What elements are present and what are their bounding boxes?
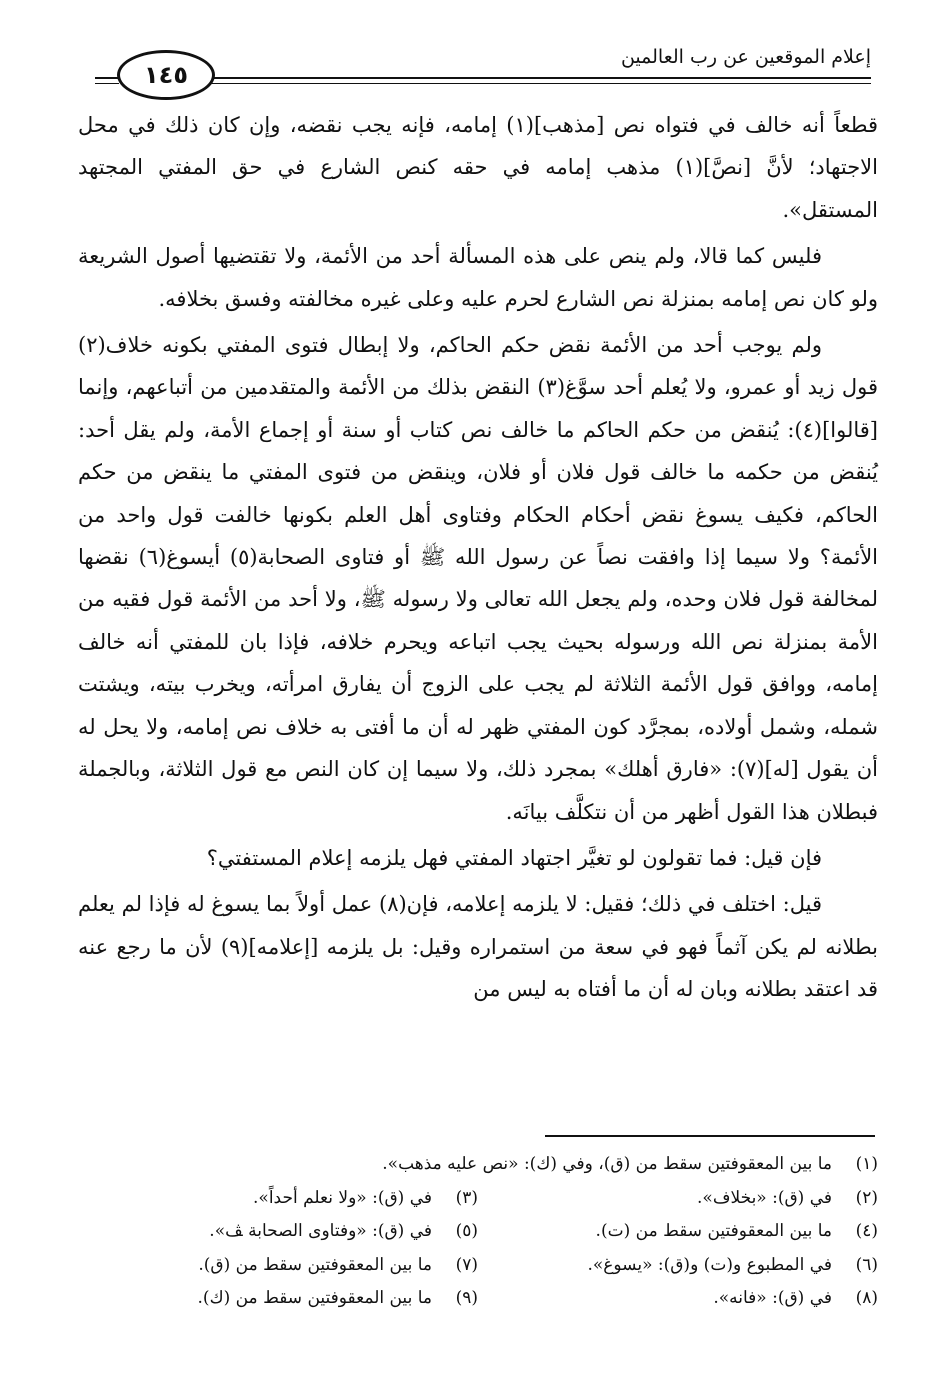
paragraph-4: فإن قيل: فما تقولون لو تغيَّر اجتهاد المفتي فهل يلزمه إعلام المستفتي؟: [206, 845, 822, 870]
paragraph-2: فليس كما قالا، ولم ينص على هذه المسألة أحد من الأئمة، ولا تقتضيها أصول الشريعة ولو كان نص إمامه بمنزلة نص الشارع لحرم عليه وعلى غيره مخالفته وفسق بخلافه.: [78, 244, 878, 311]
paragraph-5: قيل: اختلف في ذلك؛ فقيل: لا يلزمه إعلامه، فإن(٨) عمل أولاً بما يسوغ له فإذا لم يعلم بطلانه لم يكن آثماً فهو في سعة من استمراره وقيل: بل يلزمه [إعلامه](٩) لأن ما رجع عنه قد اعتقد بطلانه وبان له أن ما أفتاه به ليس من: [78, 892, 878, 1002]
footnote-7: [78, 1249, 478, 1283]
footnote-text: في المطبوع و(ت) و(ق): «يسوغ».: [587, 1254, 832, 1275]
footnote-3: [78, 1182, 478, 1216]
footnote-number: (٥): [455, 1221, 478, 1241]
main-text: [78, 104, 878, 1011]
footnote-number: (٧): [455, 1254, 478, 1275]
footnote-number: (٩): [455, 1288, 478, 1308]
page-number: ١٤٥: [117, 50, 215, 100]
footnote-number: (٨): [855, 1288, 878, 1308]
paragraph-1: قطعاً أنه خالف في فتواه نص [مذهب](١) إمامه، فإنه يجب نقضه، وإن كان ذلك في محل الاجتهاد؛ لأنَّ [نصَّ](١) مذهب إمامه في حقه كنص الشارع في حق المفتي المجتهد المستقل».: [78, 113, 878, 222]
footnote-text: في (ق): «فانه».: [713, 1288, 832, 1308]
footnote-text: في (ق): «بخلاف».: [697, 1187, 832, 1208]
footnote-text: في (ق): «ولا نعلم أحداً».: [253, 1187, 432, 1208]
header-rule-left: [95, 77, 119, 79]
footnote-text: في (ق): «وفتاوى الصحابة ﭫ».: [209, 1221, 432, 1241]
footnote-1: [78, 1148, 878, 1182]
footnote-text: ما بين المعقوفتين سقط من (ت).: [595, 1221, 832, 1241]
footnote-number: (٢): [855, 1187, 878, 1208]
header-rule-thin: [211, 83, 871, 84]
footnote-text: ما بين المعقوفتين سقط من (ق).: [198, 1254, 432, 1275]
footnote-2: [478, 1182, 878, 1216]
footnote-4: [478, 1215, 878, 1249]
page-header: [95, 40, 871, 90]
header-rule: [211, 77, 871, 79]
footnote-8: [478, 1282, 878, 1316]
footnote-9: [78, 1282, 478, 1316]
footnote-text: ما بين المعقوفتين سقط من (ك).: [197, 1288, 432, 1308]
header-rule-left-thin: [95, 83, 119, 84]
footnote-separator: [545, 1135, 875, 1137]
footnotes: [78, 1148, 878, 1316]
footnote-number: (١): [855, 1154, 878, 1174]
footnote-6: [478, 1249, 878, 1283]
footnote-number: (٤): [855, 1221, 878, 1241]
footnote-number: (٦): [855, 1254, 878, 1275]
footnote-text: ما بين المعقوفتين سقط من (ق)، وفي (ك): «نص عليه مذهب».: [382, 1154, 832, 1174]
footnote-5: [78, 1215, 478, 1249]
footnote-number: (٣): [455, 1187, 478, 1208]
paragraph-3: ولم يوجب أحد من الأئمة نقض حكم الحاكم، ولا إبطال فتوى المفتي بكونه خلاف(٢) قول زيد أو عمرو، ولا يُعلم أحد سوَّغ(٣) النقض بذلك من الأئمة والمتقدمين من أتباعهم، وإنما [قالوا](٤): يُنقض من حكم الحاكم ما خالف نص كتاب أو سنة أو إجماع الأمة، ولم يقل أحد: يُنقض من حكمه ما خالف قول فلان أو فلان، وينقض من فتوى المفتي ما ينقض من حكم الحاكم، فكيف يسوغ نقض أحكام الحكام وفتاوى أهل العلم بكونها خالفت قول واحد من الأئمة؟ ولا سيما إذا وافقت نصاً عن رسول الله ﷺ أو فتاوى الصحابة(٥) أيسوغ(٦) نقضها لمخالفة قول فلان وحده، ولم يجعل الله تعالى ولا رسوله ﷺ، ولا أحد من الأئمة قول فقيه من الأمة بمنزلة نص الله ورسوله بحيث يجب اتباعه ويحرم خلافه، فإذا بان للمفتي أنه خالف إمامه، ووافق قول الأئمة الثلاثة لم يجب على الزوج أن يفارق امرأته، ويخرب بيته، ويشتت شمله، وشمل أولاده، بمجرَّد كون المفتي ظهر له أن ما أفتى به خلاف نص إمامه، ولا يحل له أن يقول [له](٧): «فارق أهلك» بمجرد ذلك، ولا سيما إن كان النص مع قول الثلاثة، وبالجملة فبطلان هذا القول أظهر من أن نتكلَّف بيانَه.: [78, 333, 879, 824]
running-title: إعلام الموقعين عن رب العالمين: [620, 46, 871, 68]
